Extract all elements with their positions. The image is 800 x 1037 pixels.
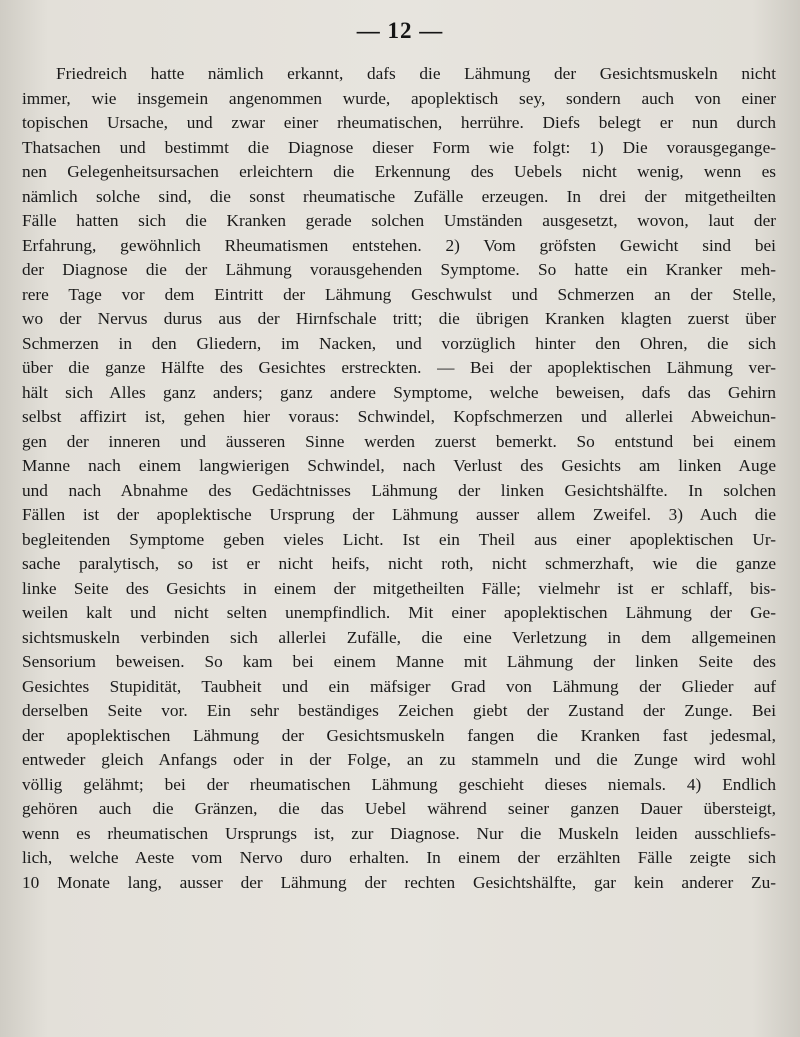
text-line: sache paralytisch, so ist er nicht heifs, nicht roth, nicht schmerzhaft, wie die ganze [22,554,776,573]
text-line: linke Seite des Gesichts in einem der mitgetheilten Fälle; vielmehr ist er schlaff, bis- [22,578,776,598]
text-line: Schmerzen in den Gliedern, im Nacken, und vorzüglich hinter den Ohren, die sich [22,333,776,353]
text-line: immer, wie insgemein angenommen wurde, apoplektisch sey, sondern auch von einer [22,88,776,108]
text-line: begleitenden Symptome geben vieles Licht. Ist ein Theil aus einer apoplektischen Ur- [22,529,776,549]
text-line: Erfahrung, gewöhnlich Rheumatismen entstehen. 2) Vom gröfsten Gewicht sind bei [22,235,776,255]
text-line: Gesichtes Stupidität, Taubheit und ein mäfsiger Grad von Lähmung der Glieder auf [22,676,776,696]
page-number: — 12 — [356,18,444,43]
text-line: Thatsachen und bestimmt die Diagnose dieser Form wie folgt: 1) Die vorausgegange- [22,137,776,157]
text-line: völlig gelähmt; bei der rheumatischen Lähmung geschieht dieses niemals. 4) Endlich [22,774,776,794]
text-line: 10 Monate lang, ausser der Lähmung der rechten Gesichtshälfte, gar kein anderer Zu- [22,872,776,892]
body-text [22,62,776,895]
text-line: gen der inneren und äusseren Sinne werden zuerst bemerkt. So entstund bei einem [22,431,776,451]
text-line: gehören auch die Gränzen, die das Uebel während seiner ganzen Dauer übersteigt, [22,799,776,818]
text-line: Friedreich hatte nämlich erkannt, dafs die Lähmung der Gesichtsmuskeln nicht [56,64,776,83]
text-line: Manne nach einem langwierigen Schwindel, nach Verlust des Gesichts am linken Auge [22,456,776,475]
text-line: selbst affizirt ist, gehen hier voraus: Schwindel, Kopfschmerzen und allerlei Abweichun- [22,407,776,426]
text-line: der apoplektischen Lähmung der Gesichtsmuskeln fangen die Kranken fast jedesmal, [22,725,776,745]
text-line: rere Tage vor dem Eintritt der Lähmung Geschwulst und Schmerzen an der Stelle, [22,284,776,304]
text-line: sichtsmuskeln verbinden sich allerlei Zufälle, die eine Verletzung in dem allgemeinen [22,627,776,647]
text-line: nen Gelegenheitsursachen erleichtern die Erkennung des Uebels nicht wenig, wenn es [22,162,776,181]
text-line: über die ganze Hälfte des Gesichtes erstreckten. — Bei der apoplektischen Lähmung ver- [22,358,776,377]
text-line: derselben Seite vor. Ein sehr beständiges Zeichen giebt der Zustand der Zunge. Bei [22,701,776,720]
text-line: lich, welche Aeste vom Nervo duro erhalten. In einem der erzählten Fälle zeigte sich [22,848,776,867]
text-line: wo der Nervus durus aus der Hirnfschale tritt; die übrigen Kranken klagten zuerst über [22,309,776,328]
text-line: wenn es rheumatischen Ursprungs ist, zur Diagnose. Nur die Muskeln leiden ausschliefs- [22,823,776,843]
text-line: Sensorium beweisen. So kam bei einem Manne mit Lähmung der linken Seite des [22,652,776,671]
text-line: und nach Abnahme des Gedächtnisses Lähmung der linken Gesichtshälfte. In solchen [22,480,776,500]
text-line: nämlich solche sind, die sonst rheumatische Zufälle erzeugen. In drei der mitgetheilten [22,186,776,206]
text-line: Fälle hatten sich die Kranken gerade solchen Umständen ausgesetzt, wovon, laut der [22,211,776,230]
text-line: topischen Ursache, und zwar einer rheumatischen, herrühre. Diefs belegt er nun durch [22,113,776,132]
text-line: weilen kalt und nicht selten unempfindlich. Mit einer apoplektischen Lähmung der Ge- [22,603,776,622]
text-line: hält sich Alles ganz anders; ganz andere Symptome, welche beweisen, dafs das Gehirn [22,382,776,402]
text-line: der Diagnose die der Lähmung vorausgehenden Symptome. So hatte ein Kranker meh- [22,260,776,279]
text-line: entweder gleich Anfangs oder in der Folge, an zu stammeln und die Zunge wird wohl [22,750,776,769]
text-line: Fällen ist der apoplektische Ursprung der Lähmung ausser allem Zweifel. 3) Auch die [22,505,776,524]
